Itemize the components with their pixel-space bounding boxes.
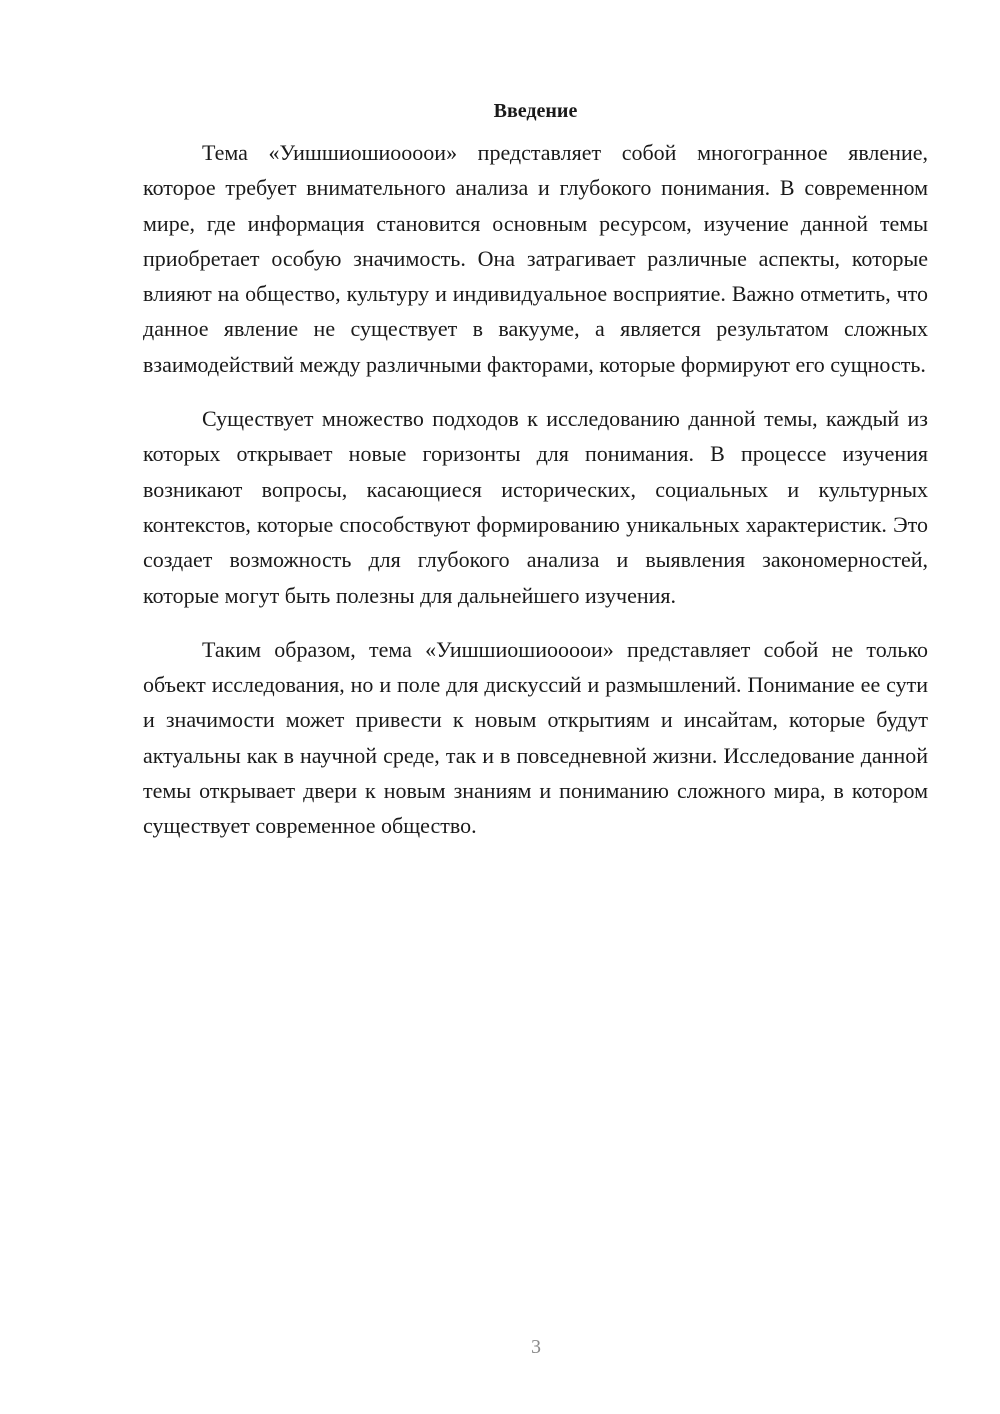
page-content bbox=[143, 96, 928, 863]
section-heading: Введение bbox=[493, 100, 578, 122]
paragraph-2: Существует множество подходов к исследованию данной темы, каждый из которых открывает новые горизонты для понимания. В процессе изучения возникают вопросы, касающиеся исторических, социальных и культурных контекстов, которые способствуют формированию уникальных характеристик. Это создает возможность для глубокого анализа и выявления закономерностей, которые могут быть полезны для дальнейшего изучения. bbox=[143, 406, 928, 608]
paragraph-1: Тема «Уишшиошиоооои» представляет собой многогранное явление, которое требует внимательного анализа и глубокого понимания. В современном мире, где информация становится основным ресурсом, изучение данной темы приобретает особую значимость. Она затрагивает различные аспекты, которые влияют на общество, культуру и индивидуальное восприятие. Важно отметить, что данное явление не существует в вакууме, а является результатом сложных взаимодействий между различными факторами, которые формируют его сущность. bbox=[143, 140, 928, 377]
page-number: 3 bbox=[531, 1336, 541, 1358]
paragraph-3: Таким образом, тема «Уишшиошиоооои» представляет собой не только объект исследования, но и поле для дискуссий и размышлений. Понимание ее сути и значимости может привести к новым открытиям и инсайтам, которые будут актуальны как в научной среде, так и в повседневной жизни. Исследование данной темы открывает двери к новым знаниям и пониманию сложного мира, в котором существует современное общество. bbox=[143, 636, 928, 839]
